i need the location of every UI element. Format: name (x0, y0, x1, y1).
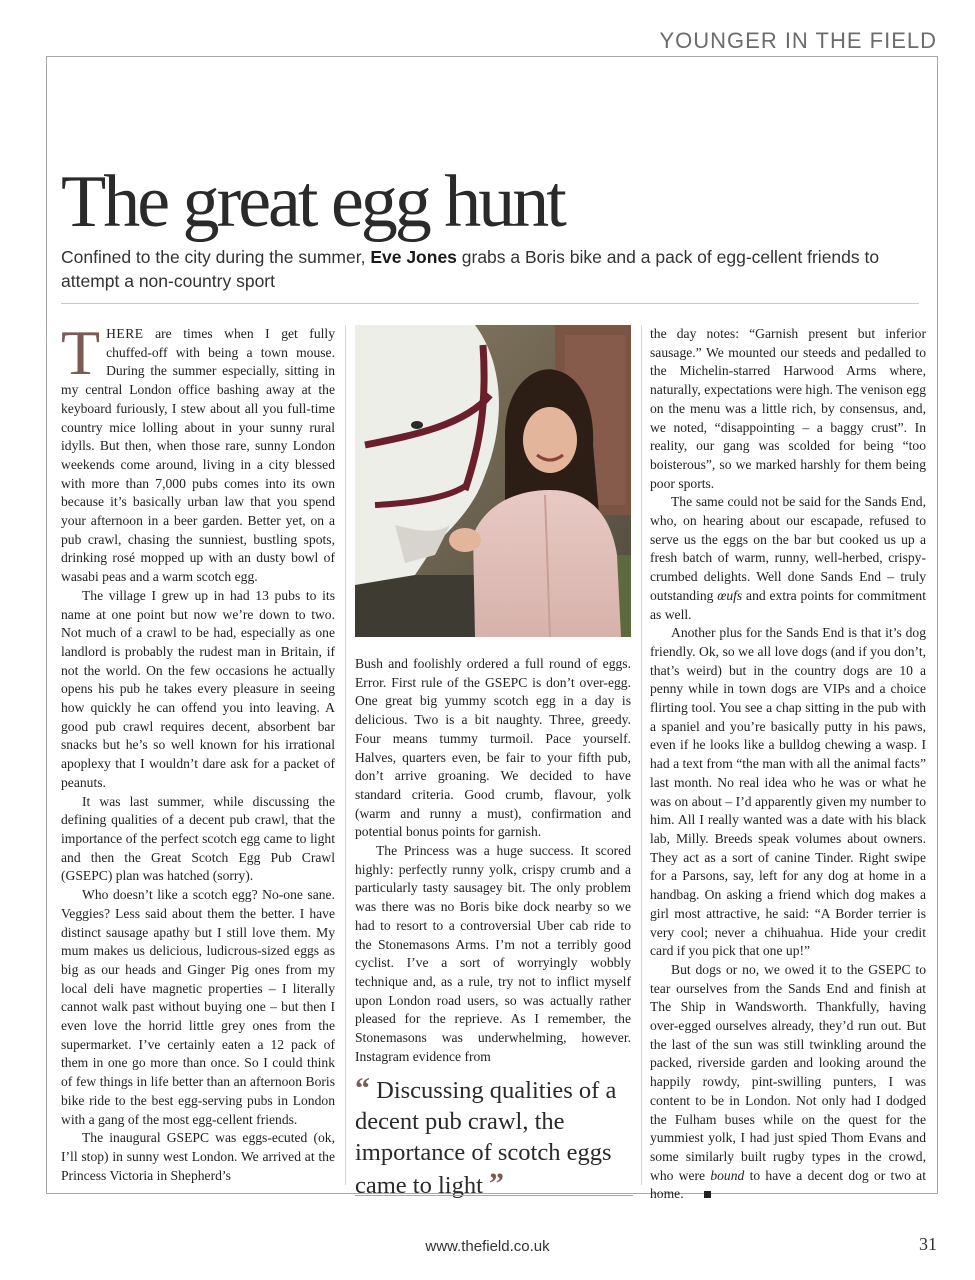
italic-word: bound (710, 1167, 745, 1183)
article-photo (355, 325, 631, 637)
italic-word: œufs (717, 587, 743, 603)
column-divider-2 (641, 325, 642, 1185)
paragraph: It was last summer, while discussing the defining qualities of a decent pub crawl, that the importance of the perfect scotch egg came to light and then the Great Scotch Egg Pub Crawl (GSEPC) plan was hatched (sorry). (61, 793, 335, 884)
paragraph: Who doesn’t like a scotch egg? No-one sane. Veggies? Less said about them the better. I have distinct sausage apathy but I still love them. My mum makes us delicious, ludicrous-sized eggs as big as our heads and Ginger Pig ones from my local deli have magnetic properties – I literally cannot walk past without buying one – but then I even love the horrid little grey ones from the supermarket. I’ve certainly eaten a 12 pack of them in one go more than once. So I could think of few things in life better than an afternoon Boris bike ride to the best egg-serving pubs in London with a gang of the most egg-cellent friends. (61, 887, 335, 1127)
close-quote-mark: ” (489, 1167, 505, 1200)
column-3 (650, 325, 926, 1202)
column-divider-1 (345, 325, 346, 1185)
paragraph: The inaugural GSEPC was eggs-ecuted (ok, I’ll stop) in sunny west London. We arrived at the Princess Victoria in Shepherd’s (61, 1130, 335, 1183)
standfirst-pre: Confined to the city during the summer, (61, 247, 371, 267)
author-name: Eve Jones (370, 247, 457, 267)
text-span: But dogs or no, we owed it to the GSEPC to tear ourselves from the Sands End and finish at The Ship in Wandsworth. Thankfully, having over-egged ourselves already, they’d run out. But the last of the sun was still twinkling around the packed, riverside garden and looking around the happily rowdy, pint-swilling punters, I was content to be in London. Not only had I dodged the Fulham buses while on the quest for the yummiest yolk, I had just spied Thom Evans and some similarly built rugby types in the crowd, who were (650, 961, 926, 1183)
paragraph: Bush and foolishly ordered a full round of eggs. Error. First rule of the GSEPC is don’t over-egg. One great big yummy scotch egg in a day is delicious. Two is a bit naughty. Three, greedy. Four means tummy turmoil. Pace yourself. Halves, quarters even, be fair to your fifth pub, don’t arrive groaning. We decided to have standard criteria. Good crumb, flavour, yolk (warm and runny a must), confirmation and potential bonus points for garnish. (355, 656, 631, 840)
end-mark-icon (704, 1191, 711, 1198)
text-span: to have a decent dog or two at home. (650, 1167, 926, 1202)
text-span: The same could not be said for the Sands End, who, on hearing about our escapade, refused to serve us the eggs on the bar but cooked us up a fresh batch of warm, runny, well-herbed, crispy-crumbed delights. Well done Sands End – truly outstanding (650, 494, 926, 603)
paragraph (650, 961, 926, 1204)
text-span: and extra points for commitment as well. (650, 587, 926, 622)
paragraph: Another plus for the Sands End is that it’s dog friendly. Ok, so we all love dogs (and if you don’t, that’s weird) but in the country dogs are 10 a penny while in town dogs are VIPs and a choice flirting tool. You see a chap sitting in the pub with a spaniel and you’re basically putty in his paws, even if he looks like a bulldog chewing a wasp. I had a text from “the man with all the animal facts” last month. No real idea who he was or what he was on about – I’d apparently given my number to him. All I really wanted was a date with his black lab, Milly. Breeds speak volumes about owners. They act as a sort of canine Tinder. Right swipe for a Parsons, say, left for any dog at home in a handbag. On asking a friend which dog makes a girl most attractive, he said: “A Border terrier is very cool; never a chihuahua. Hide your credit card if you pick that one up!” (650, 625, 926, 959)
column-1 (61, 317, 335, 1183)
paragraph: The Princess was a huge success. It scored highly: perfectly runny yolk, crispy crumb and a particularly tasty sausagey bit. The only problem was there was no Boris bike dock nearby so we had to resort to a controversial Uber cab ride to the Stonemasons Arms. I’m not a terribly good cyclist. I’ve a sort of worryingly wobbly technique and, as a rule, try not to inflict myself upon London road users, so was actually rather pleased for the reprieve. As I remember, the Stonemasons was underwhelming, however. Instagram evidence from (355, 843, 631, 1064)
pull-quote-text: Discussing qualities of a decent pub crawl, the importance of scotch eggs came to light (355, 1077, 617, 1199)
drop-cap: T (61, 317, 101, 388)
paragraph: The village I grew up in had 13 pubs to its name at one point but now we’re down to two. Not much of a crawl to be had, especially as one landlord is probably the rudest man in Britain, if not the world. On the few occasions he actually opens his pub he takes every pleasure in seeing how quickly he can offend you into leaving. A good pub crawl requires decent, absorbent bar snacks but he’s so well known for his irrational apoplexy that I wouldn’t dare ask for a packet of peanuts. (61, 587, 335, 790)
column-2 (355, 655, 631, 1064)
section-label: YOUNGER IN THE FIELD (659, 28, 937, 53)
photo-woman-with-white-horse (355, 325, 631, 637)
lead-paragraph (61, 317, 335, 587)
headline: The great egg hunt (61, 161, 564, 243)
paragraph: the day notes: “Garnish present but inferior sausage.” We mounted our steeds and pedalled to the Michelin-starred Harwood Arms where, naturally, expectations were high. The venison egg on the menu was a little rich, by consensus, and, we noted, “disappointing – a baggy crust”. In reality, our gang was scolded for being “too boisterous”, so we marked harshly for them being poor sports. (650, 326, 926, 491)
pull-quote (355, 1073, 633, 1207)
lead-text: are times when I get fully chuffed-off with being a town mouse. During the summer especially, sitting in my central London office bashing away at the keyboard furiously, I stew about all you full-time country mice lolling about in your sunny rural idylls. But then, when those rare, sunny London weekends come around, living in a city blessed with more than 7,000 pubs comes into its own because it’s basically urban law that you spend your afternoon in a beer garden. Better yet, on a pub crawl, chasing the sunniest, bustling spots, drinking rosé mopped up with an dusty bowl of wasabi peas and a warm scotch egg. (61, 326, 335, 585)
open-quote-mark: “ (355, 1072, 370, 1105)
footer-url[interactable]: www.thefield.co.uk (425, 1238, 550, 1255)
paragraph (650, 493, 926, 624)
lead-caps: HERE (106, 326, 144, 341)
page-number: 31 (919, 1234, 937, 1254)
header-divider (61, 303, 919, 304)
pull-quote-rule (355, 1195, 633, 1196)
standfirst (61, 245, 921, 293)
standfirst-post: grabs a Boris bike and a pack of egg-cellent friends to attempt a non-country sport (61, 247, 880, 291)
article-frame (46, 56, 938, 1202)
